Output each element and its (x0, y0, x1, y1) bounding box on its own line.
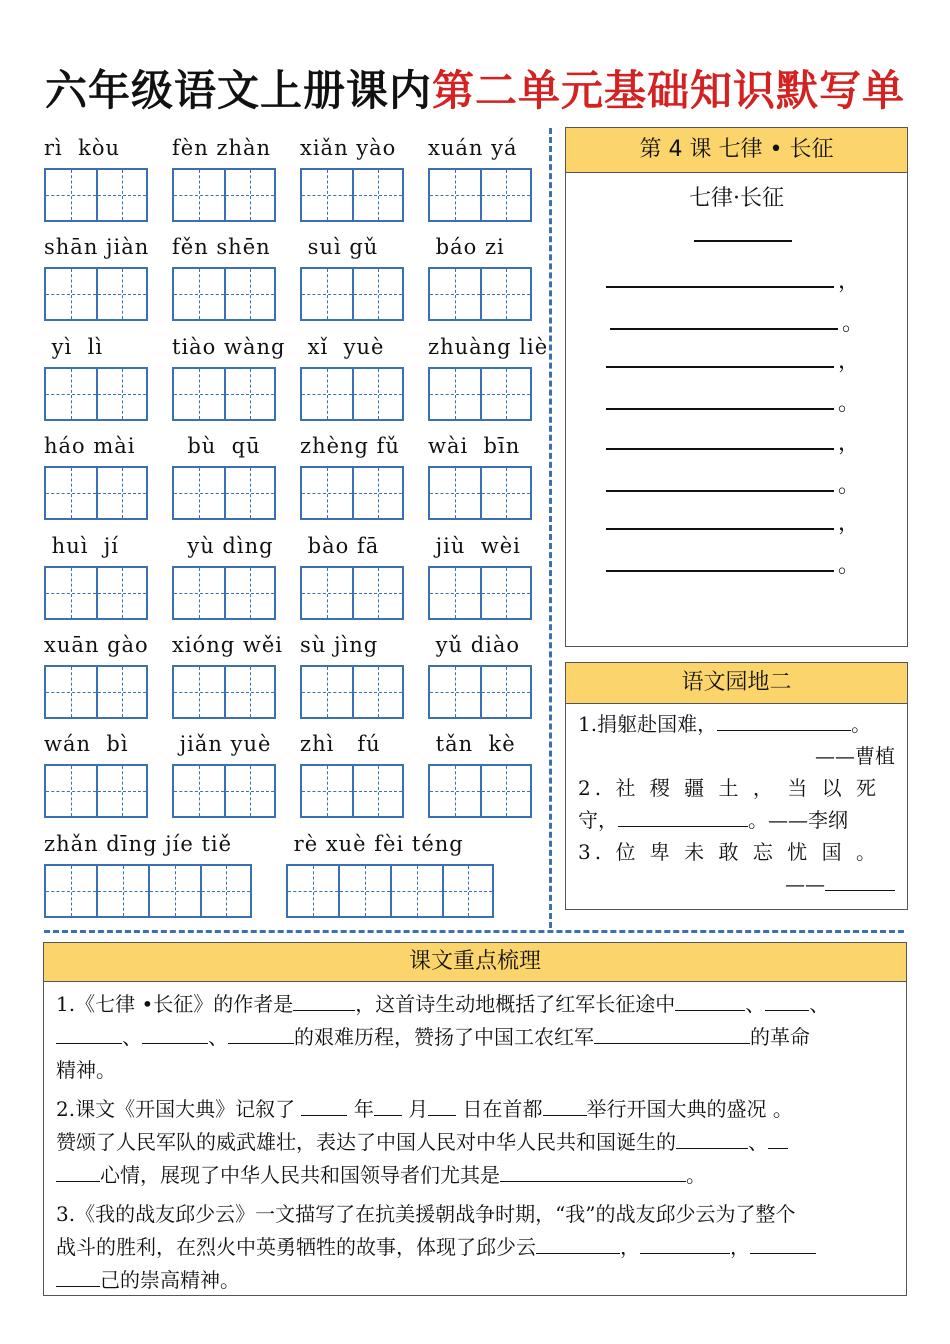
garden-item-2: 2. 社 稷 疆 土 ， 当 以 死 (578, 776, 880, 800)
q1-blank-6[interactable] (594, 1025, 750, 1044)
q2-b: 年 (353, 1097, 374, 1121)
garden-item-3: 3. 位 卑 未 敢 忘 忧 国 。 (578, 840, 880, 864)
tianzige-cell[interactable] (172, 367, 224, 421)
tianzige-boxes (44, 367, 148, 421)
review-header: 课文重点梳理 (44, 943, 906, 982)
q2-e: 举行开国大典的盛况 。 (586, 1097, 793, 1121)
q1-d2: 、 (208, 1025, 228, 1049)
pinyin-item (172, 530, 276, 620)
q1-a: 1.《七律 •长征》的作者是 (56, 992, 294, 1016)
garden-panel (565, 662, 908, 910)
pinyin-item (172, 629, 283, 719)
tianzige-boxes (428, 168, 532, 222)
tianzige-boxes (44, 764, 148, 818)
q2-blank-year[interactable] (301, 1097, 347, 1116)
tianzige-cell[interactable] (480, 168, 532, 222)
tianzige-boxes (428, 466, 532, 520)
tianzige-boxes (44, 864, 252, 918)
pinyin-item (172, 430, 276, 520)
tianzige-cell[interactable] (300, 566, 352, 620)
pinyin-item (44, 629, 149, 719)
poem-title: 七律·长征 (689, 186, 784, 211)
pinyin-text: rè xuè fèi téng (286, 832, 464, 856)
tianzige-boxes (172, 566, 276, 620)
poem-line-blank[interactable] (606, 366, 834, 368)
pinyin-item (172, 331, 285, 421)
tianzige-boxes (300, 367, 404, 421)
pinyin-item (172, 231, 276, 321)
pinyin-item (44, 728, 148, 818)
q3-blank-3a[interactable] (750, 1235, 816, 1254)
poem-punct: ， (838, 349, 861, 374)
q2-blank-month[interactable] (374, 1097, 402, 1116)
tianzige-cell[interactable] (96, 466, 148, 520)
tianzige-boxes (172, 466, 276, 520)
pinyin-item (428, 331, 548, 421)
tianzige-boxes (172, 267, 276, 321)
garden-author-3: —— (785, 872, 825, 896)
q3-blank-1[interactable] (536, 1235, 620, 1254)
lesson4-header: 第 4 课 七律 • 长征 (566, 128, 907, 173)
pinyin-text: zhì fú (300, 732, 381, 756)
pinyin-item (172, 132, 276, 222)
pinyin-text: bù qū (172, 434, 261, 458)
tianzige-boxes (300, 665, 404, 719)
review-q1 (56, 988, 894, 1087)
poem-punct: 。 (838, 391, 861, 416)
pinyin-text: zhǎn dīng jíe tiě (44, 832, 233, 856)
garden-item-1: 1.捐躯赴国难， (578, 712, 718, 736)
tianzige-boxes (300, 566, 404, 620)
tianzige-boxes (44, 267, 149, 321)
tianzige-boxes (44, 566, 148, 620)
q1-b: ，这首诗生动地概括了红军长征途中 (355, 992, 676, 1016)
q2-f: 赞颂了人民军队的威武雄壮，表达了中国人民对中华人民共和国诞生的 (56, 1130, 676, 1154)
q2-blank-2b[interactable] (56, 1163, 100, 1182)
q1-blank-5[interactable] (228, 1025, 294, 1044)
pinyin-item (300, 430, 404, 520)
tianzige-cell[interactable] (96, 764, 148, 818)
q2-a: 2.课文《开国大典》记叙了 (56, 1097, 296, 1121)
pinyin-item (44, 331, 148, 421)
tianzige-cell[interactable] (44, 665, 96, 719)
q2-blank-place[interactable] (543, 1097, 587, 1116)
garden-blank-1[interactable] (717, 712, 851, 731)
tianzige-cell[interactable] (300, 764, 352, 818)
tianzige-cell[interactable] (300, 367, 352, 421)
horizontal-divider (44, 930, 904, 933)
pinyin-item (428, 728, 532, 818)
tianzige-boxes (300, 466, 404, 520)
tianzige-boxes (44, 168, 148, 222)
q1-c: 、 (745, 992, 766, 1016)
pinyin-item (44, 132, 148, 222)
tianzige-boxes (428, 367, 548, 421)
tianzige-cell[interactable] (172, 466, 224, 520)
garden-item-2b: 守， (578, 808, 618, 832)
poem-punct: 。 (838, 473, 861, 498)
pinyin-text: bào fā (300, 534, 380, 558)
tianzige-boxes (300, 267, 404, 321)
tianzige-cell[interactable] (480, 764, 532, 818)
poem-line-blank[interactable] (610, 328, 838, 330)
pinyin-text: xǐ yuè (300, 335, 385, 359)
review-q3 (56, 1198, 894, 1297)
q1-blank-1[interactable] (675, 992, 745, 1011)
q1-blank-4[interactable] (142, 1025, 208, 1044)
tianzige-cell[interactable] (224, 764, 276, 818)
pinyin-text: jiù wèi (428, 534, 521, 558)
garden-blank-2[interactable] (618, 808, 748, 827)
tianzige-boxes (44, 665, 149, 719)
pinyin-item (428, 231, 532, 321)
pinyin-text: yǔ diào (428, 633, 521, 657)
poem-punct: 。 (842, 311, 865, 336)
tianzige-cell[interactable] (172, 168, 224, 222)
pinyin-text: rì kòu (44, 136, 120, 160)
title-black: 六年级语文上册课内 (44, 66, 432, 115)
pinyin-item (428, 430, 532, 520)
pinyin-text: sù jìng (300, 633, 379, 657)
q1-g: 精神。 (56, 1058, 116, 1082)
pinyin-text: xuán yá (428, 136, 518, 160)
pinyin-item (172, 728, 276, 818)
tianzige-boxes (428, 665, 532, 719)
tianzige-cell[interactable] (352, 466, 404, 520)
tianzige-cell[interactable] (428, 168, 480, 222)
pinyin-text: zhuàng liè (428, 335, 549, 359)
q2-blank-1[interactable] (676, 1130, 748, 1149)
pinyin-item (300, 231, 404, 321)
pinyin-text: suì gǔ (300, 235, 379, 259)
pinyin-text: háo mài (44, 434, 136, 458)
tianzige-cell[interactable] (442, 864, 494, 918)
tianzige-cell[interactable] (96, 665, 148, 719)
pinyin-item (44, 828, 252, 918)
tianzige-cell[interactable] (480, 267, 532, 321)
pinyin-item (300, 728, 404, 818)
tianzige-cell[interactable] (300, 466, 352, 520)
tianzige-cell[interactable] (352, 566, 404, 620)
poem-punct: ， (838, 431, 861, 456)
tianzige-cell[interactable] (224, 267, 276, 321)
tianzige-cell[interactable] (428, 367, 480, 421)
tianzige-cell[interactable] (428, 267, 480, 321)
tianzige-cell[interactable] (352, 764, 404, 818)
tianzige-cell[interactable] (44, 566, 96, 620)
tianzige-cell[interactable] (428, 466, 480, 520)
tianzige-cell[interactable] (224, 566, 276, 620)
pinyin-item (300, 530, 404, 620)
pinyin-item (286, 828, 494, 918)
q1-blank-author[interactable] (293, 992, 355, 1011)
tianzige-boxes (44, 466, 148, 520)
poem-line-blank[interactable] (606, 448, 834, 450)
pinyin-text: jiǎn yuè (172, 732, 272, 756)
tianzige-boxes (428, 764, 532, 818)
q2-h: 心情，展现了中华人民共和国领导者们尤其是 (100, 1163, 500, 1187)
tianzige-cell[interactable] (148, 864, 200, 918)
tianzige-cell[interactable] (300, 665, 352, 719)
pinyin-text: báo zi (428, 235, 505, 259)
pinyin-text: fèn zhàn (172, 136, 272, 160)
q1-d: 、 (122, 1025, 142, 1049)
pinyin-text: tiào wàng (172, 335, 286, 359)
q2-blank-day[interactable] (428, 1097, 456, 1116)
q1-f: 的革命 (750, 1025, 810, 1049)
poem-punct: 。 (838, 553, 861, 578)
tianzige-cell[interactable] (224, 665, 276, 719)
pinyin-text: xiǎn yào (300, 136, 397, 160)
tianzige-cell[interactable] (352, 665, 404, 719)
q3-b: 战斗的胜利，在烈火中英勇牺牲的故事，体现了邱少云 (56, 1235, 536, 1259)
page-title (0, 58, 950, 118)
q1-e: 的艰难历程，赞扬了中国工农红军 (294, 1025, 594, 1049)
tianzige-cell[interactable] (428, 665, 480, 719)
pinyin-item (44, 530, 148, 620)
garden-blank-3[interactable] (825, 872, 895, 891)
tianzige-cell[interactable] (300, 168, 352, 222)
tianzige-cell[interactable] (96, 566, 148, 620)
pinyin-text: wài bīn (428, 434, 521, 458)
tianzige-cell[interactable] (286, 864, 338, 918)
tianzige-boxes (300, 764, 404, 818)
tianzige-cell[interactable] (224, 168, 276, 222)
pinyin-text: zhèng fǔ (300, 434, 400, 458)
tianzige-cell[interactable] (44, 367, 96, 421)
q1-blank-3[interactable] (56, 1025, 122, 1044)
q3-c: ， (620, 1235, 640, 1259)
pinyin-text: huì jí (44, 534, 120, 558)
tianzige-cell[interactable] (44, 764, 96, 818)
poem-line-blank[interactable] (606, 570, 834, 572)
tianzige-boxes (172, 168, 276, 222)
tianzige-cell[interactable] (480, 367, 532, 421)
tianzige-cell[interactable] (200, 864, 252, 918)
lesson4-panel (565, 127, 908, 647)
pinyin-item (428, 530, 532, 620)
tianzige-boxes (172, 764, 276, 818)
tianzige-cell[interactable] (172, 764, 224, 818)
pinyin-item (428, 132, 532, 222)
tianzige-cell[interactable] (352, 168, 404, 222)
tianzige-cell[interactable] (480, 466, 532, 520)
poem-line-blank[interactable] (606, 286, 834, 288)
tianzige-cell[interactable] (352, 267, 404, 321)
tianzige-cell[interactable] (96, 168, 148, 222)
tianzige-cell[interactable] (44, 864, 96, 918)
pinyin-text: wán bì (44, 732, 129, 756)
tianzige-cell[interactable] (428, 566, 480, 620)
tianzige-cell[interactable] (172, 665, 224, 719)
tianzige-cell[interactable] (172, 566, 224, 620)
q3-blank-2[interactable] (640, 1235, 730, 1254)
tianzige-cell[interactable] (428, 764, 480, 818)
pinyin-item (300, 132, 404, 222)
pinyin-item (44, 430, 148, 520)
tianzige-cell[interactable] (96, 367, 148, 421)
poem-line-blank[interactable] (606, 528, 834, 530)
q2-d: 日在首都 (462, 1097, 543, 1121)
tianzige-cell[interactable] (300, 267, 352, 321)
tianzige-cell[interactable] (224, 466, 276, 520)
garden-end-2: 。——李纲 (748, 808, 848, 832)
tianzige-boxes (428, 267, 532, 321)
tianzige-boxes (172, 367, 285, 421)
tianzige-cell[interactable] (44, 466, 96, 520)
pinyin-item (44, 231, 149, 321)
tianzige-cell[interactable] (480, 665, 532, 719)
pinyin-text: xuān gào (44, 633, 149, 657)
tianzige-cell[interactable] (390, 864, 442, 918)
pinyin-text: fěn shēn (172, 235, 271, 259)
q3-a: 3.《我的战友邱少云》一文描写了在抗美援朝战争时期，“我”的战友邱少云为了整个 (56, 1202, 796, 1226)
garden-header: 语文园地二 (566, 663, 907, 704)
pinyin-text: xióng wěi (172, 633, 283, 657)
garden-end-1: 。 (851, 712, 872, 736)
pinyin-text: yì lì (44, 335, 104, 359)
q2-c: 月 (408, 1097, 429, 1121)
poem-punct: ， (838, 511, 861, 536)
q3-blank-3b[interactable] (56, 1268, 100, 1287)
q1-c2: 、 (809, 992, 830, 1016)
poem-punct: ， (838, 269, 861, 294)
garden-author-1: ——曹植 (815, 744, 895, 768)
tianzige-cell[interactable] (172, 267, 224, 321)
tianzige-boxes (172, 665, 283, 719)
tianzige-cell[interactable] (44, 168, 96, 222)
tianzige-cell[interactable] (96, 267, 148, 321)
tianzige-cell[interactable] (96, 864, 148, 918)
pinyin-item (300, 331, 404, 421)
tianzige-boxes (300, 168, 404, 222)
review-q2 (56, 1093, 894, 1192)
title-red: 第二单元基础知识默写单 (432, 66, 906, 115)
garden-body (566, 704, 907, 904)
tianzige-cell[interactable] (338, 864, 390, 918)
poem-title-blank[interactable] (694, 240, 792, 242)
q3-e: 己的崇高精神。 (100, 1268, 240, 1292)
pinyin-text: tǎn kè (428, 732, 516, 756)
q2-g: 、 (748, 1130, 768, 1154)
tianzige-boxes (428, 566, 532, 620)
review-body (44, 982, 906, 1309)
pinyin-item (428, 629, 532, 719)
tianzige-cell[interactable] (480, 566, 532, 620)
tianzige-cell[interactable] (352, 367, 404, 421)
q3-d: ， (730, 1235, 750, 1259)
q2-blank-3[interactable] (500, 1163, 686, 1182)
q2-i: 。 (686, 1163, 706, 1187)
pinyin-item (300, 629, 404, 719)
pinyin-text: shān jiàn (44, 235, 150, 259)
tianzige-boxes (286, 864, 494, 918)
pinyin-text: yù dìng (172, 534, 274, 558)
review-panel (43, 942, 907, 1296)
tianzige-cell[interactable] (44, 267, 96, 321)
vertical-divider (549, 128, 552, 928)
tianzige-cell[interactable] (224, 367, 276, 421)
poem-line-blank[interactable] (606, 408, 834, 410)
poem-line-blank[interactable] (606, 490, 834, 492)
q2-blank-2a[interactable] (768, 1130, 788, 1149)
q1-blank-2[interactable] (765, 992, 809, 1011)
